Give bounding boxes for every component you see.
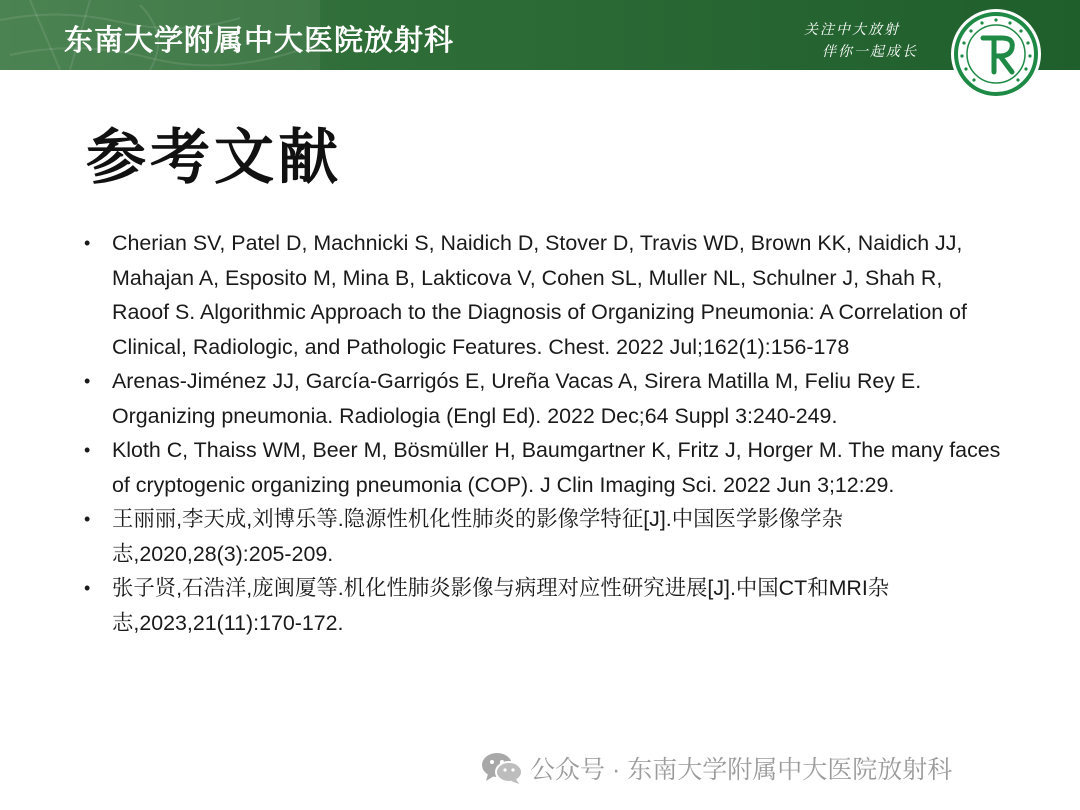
bullet: • (84, 578, 91, 598)
reference-item (82, 433, 1002, 502)
reference-text: Kloth C, Thaiss WM, Beer M, Bösmüller H, Baumgartner K, Fritz J, Horger M. The many faces of cryptogenic organizing pneumonia (COP). J Clin Imaging Sci. 2022 Jun 3;12:29. (112, 438, 1001, 497)
watermark-text: 公众号 · 东南大学附属中大医院放射科 (530, 756, 953, 784)
slogan-line-2: 伴你一起成长 (822, 44, 918, 60)
reference-text: Arenas-Jiménez JJ, García-Garrigós E, Ureña Vacas A, Sirera Matilla M, Feliu Rey E. Organizing pneumonia. Radiologia (Engl Ed). 2022 Dec;64 Suppl 3:240-249. (112, 369, 922, 428)
bullet: • (84, 509, 91, 529)
reference-item (82, 502, 1002, 571)
reference-item (82, 226, 1002, 364)
department-name: 东南大学附属中大医院放射科 (64, 23, 455, 57)
reference-item (82, 571, 1002, 640)
watermark (480, 748, 952, 788)
bullet: • (84, 440, 91, 460)
reference-text: Cherian SV, Patel D, Machnicki S, Naidich D, Stover D, Travis WD, Brown KK, Naidich JJ, Mahajan A, Esposito M, Mina B, Lakticova V, Cohen SL, Muller NL, Schulner J, Shah R, Raoof S. Algorithmic Approach to the Diagnosis of Organizing Pneumonia: A Correlation of Clinical, Radiologic, and Pathologic Features. Chest. 2022 Jul;162(1):156-178 (112, 231, 967, 359)
reference-text: 张子贤,石浩洋,庞闽厦等.机化性肺炎影像与病理对应性研究进展[J].中国CT和MRI杂志,2023,21(11):170-172. (112, 576, 890, 635)
bullet: • (84, 371, 91, 391)
reference-list (82, 226, 1002, 640)
reference-item (82, 364, 1002, 433)
page-title: 参考文献 (86, 123, 342, 193)
slogan-line-1: 关注中大放射 (804, 22, 900, 38)
reference-text: 王丽丽,李天成,刘博乐等.隐源性机化性肺炎的影像学特征[J].中国医学影像学杂志,2020,28(3):205-209. (112, 507, 843, 566)
header-banner (0, 0, 1080, 70)
wechat-icon (480, 751, 524, 785)
hospital-radiology-logo (950, 8, 1042, 100)
bullet: • (84, 233, 91, 253)
